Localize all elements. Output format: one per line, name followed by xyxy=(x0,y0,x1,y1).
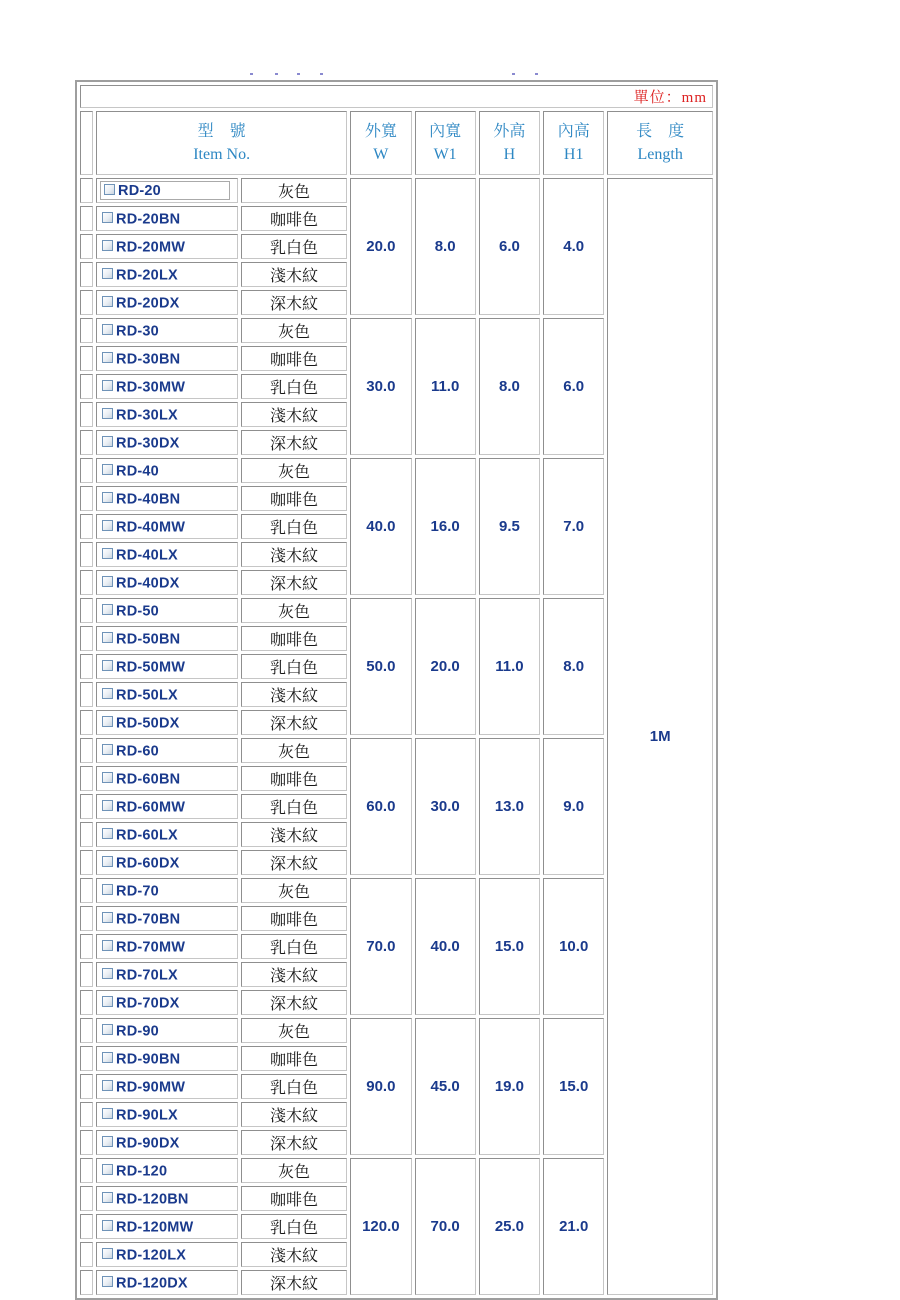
item-code: RD-120LX xyxy=(116,1246,187,1263)
remnant-dot xyxy=(535,73,538,75)
header-row xyxy=(80,111,713,175)
row-margin-cell xyxy=(80,934,93,959)
item-checkbox[interactable] xyxy=(102,744,113,755)
item-color-cell: 深木紋 xyxy=(241,710,348,735)
row-margin-cell xyxy=(80,850,93,875)
dimension-w1-cell: 20.0 xyxy=(415,598,476,735)
item-code: RD-60LX xyxy=(116,826,178,843)
dimension-h-cell: 19.0 xyxy=(479,1018,540,1155)
item-color-cell: 深木紋 xyxy=(241,990,348,1015)
item-color-cell: 灰色 xyxy=(241,1018,348,1043)
item-cell xyxy=(96,1046,238,1071)
item-code: RD-40 xyxy=(116,462,159,479)
row-margin-cell xyxy=(80,206,93,231)
item-code: RD-90DX xyxy=(116,1134,180,1151)
item-color-cell: 乳白色 xyxy=(241,794,348,819)
item-checkbox[interactable] xyxy=(102,408,113,419)
table-row xyxy=(80,178,713,203)
item-code: RD-40LX xyxy=(116,546,178,563)
item-cell xyxy=(96,318,238,343)
item-cell xyxy=(96,346,238,371)
remnant-dot xyxy=(512,73,515,75)
item-checkbox[interactable] xyxy=(102,996,113,1007)
item-color-cell: 灰色 xyxy=(241,318,348,343)
item-cell xyxy=(96,234,238,259)
item-color-cell: 淺木紋 xyxy=(241,822,348,847)
item-color-cell: 深木紋 xyxy=(241,570,348,595)
row-margin-cell xyxy=(80,1130,93,1155)
item-cell xyxy=(96,1270,238,1295)
dimension-h-cell: 25.0 xyxy=(479,1158,540,1295)
item-code: RD-120DX xyxy=(116,1274,188,1291)
dimension-w1-cell: 8.0 xyxy=(415,178,476,315)
item-checkbox[interactable] xyxy=(102,940,113,951)
row-margin-cell xyxy=(80,346,93,371)
row-margin-cell xyxy=(80,1102,93,1127)
dimension-w-cell: 90.0 xyxy=(350,1018,411,1155)
spec-table xyxy=(75,80,718,1300)
item-checkbox[interactable] xyxy=(102,268,113,279)
item-cell xyxy=(96,962,238,987)
item-checkbox[interactable] xyxy=(102,1248,113,1259)
item-code: RD-90 xyxy=(116,1022,159,1039)
item-checkbox[interactable] xyxy=(102,1136,113,1147)
item-code: RD-90MW xyxy=(116,1078,186,1095)
item-checkbox[interactable] xyxy=(102,1024,113,1035)
item-checkbox[interactable] xyxy=(102,1108,113,1119)
item-color-cell: 乳白色 xyxy=(241,234,348,259)
header-outer-height: 外高 H xyxy=(479,111,540,175)
item-cell xyxy=(96,654,238,679)
dimension-h-cell: 9.5 xyxy=(479,458,540,595)
header-margin-cell xyxy=(80,111,93,175)
item-selection-box xyxy=(100,181,230,200)
item-checkbox[interactable] xyxy=(102,800,113,811)
item-cell xyxy=(96,1074,238,1099)
item-color-cell: 深木紋 xyxy=(241,850,348,875)
item-code: RD-120 xyxy=(116,1162,168,1179)
dimension-h1-cell: 15.0 xyxy=(543,1018,604,1155)
row-margin-cell xyxy=(80,878,93,903)
item-color-cell: 深木紋 xyxy=(241,1130,348,1155)
item-color-cell: 灰色 xyxy=(241,738,348,763)
header-item-no xyxy=(96,111,347,175)
item-checkbox[interactable] xyxy=(102,436,113,447)
item-cell xyxy=(96,934,238,959)
header-item-no-en: Item No. xyxy=(193,146,251,163)
item-color-cell: 乳白色 xyxy=(241,1074,348,1099)
header-item-no-zh: 型 號 xyxy=(197,122,246,140)
item-checkbox[interactable] xyxy=(104,184,115,195)
item-code: RD-30 xyxy=(116,322,159,339)
dimension-w1-cell: 16.0 xyxy=(415,458,476,595)
item-cell xyxy=(96,766,238,791)
item-cell xyxy=(96,430,238,455)
row-margin-cell xyxy=(80,1270,93,1295)
item-cell xyxy=(96,738,238,763)
item-cell xyxy=(96,514,238,539)
item-code: RD-50DX xyxy=(116,714,180,731)
item-checkbox[interactable] xyxy=(102,1164,113,1175)
dimension-w1-cell: 11.0 xyxy=(415,318,476,455)
item-cell xyxy=(96,850,238,875)
item-color-cell: 咖啡色 xyxy=(241,1046,348,1071)
dimension-w-cell: 50.0 xyxy=(350,598,411,735)
item-checkbox[interactable] xyxy=(102,324,113,335)
item-code: RD-60DX xyxy=(116,854,180,871)
row-margin-cell xyxy=(80,990,93,1015)
item-code: RD-20DX xyxy=(116,294,180,311)
row-margin-cell xyxy=(80,1074,93,1099)
item-code: RD-70LX xyxy=(116,966,178,983)
item-code: RD-30BN xyxy=(116,350,181,367)
item-cell xyxy=(96,402,238,427)
item-checkbox[interactable] xyxy=(102,660,113,671)
row-margin-cell xyxy=(80,1158,93,1183)
item-color-cell: 咖啡色 xyxy=(241,206,348,231)
item-color-cell: 灰色 xyxy=(241,1158,348,1183)
row-margin-cell xyxy=(80,962,93,987)
item-code: RD-30LX xyxy=(116,406,178,423)
item-checkbox[interactable] xyxy=(102,296,113,307)
row-margin-cell xyxy=(80,458,93,483)
item-cell xyxy=(96,1186,238,1211)
dimension-h1-cell: 9.0 xyxy=(543,738,604,875)
item-checkbox[interactable] xyxy=(102,856,113,867)
item-color-cell: 淺木紋 xyxy=(241,262,348,287)
row-margin-cell xyxy=(80,178,93,203)
item-checkbox[interactable] xyxy=(102,352,113,363)
remnant-dot xyxy=(320,73,323,75)
item-checkbox[interactable] xyxy=(102,1220,113,1231)
row-margin-cell xyxy=(80,766,93,791)
item-cell xyxy=(96,710,238,735)
item-code: RD-20MW xyxy=(116,238,186,255)
dimension-h1-cell: 4.0 xyxy=(543,178,604,315)
item-checkbox[interactable] xyxy=(102,912,113,923)
row-margin-cell xyxy=(80,598,93,623)
item-cell xyxy=(96,458,238,483)
item-code: RD-70BN xyxy=(116,910,181,927)
header-length: 長 度 Length xyxy=(607,111,713,175)
dimension-w1-cell: 30.0 xyxy=(415,738,476,875)
item-checkbox[interactable] xyxy=(102,604,113,615)
dimension-h-cell: 15.0 xyxy=(479,878,540,1015)
header-inner-height: 內高 H1 xyxy=(543,111,604,175)
item-code: RD-120MW xyxy=(116,1218,194,1235)
dimension-h-cell: 6.0 xyxy=(479,178,540,315)
item-cell xyxy=(96,262,238,287)
dimension-h1-cell: 8.0 xyxy=(543,598,604,735)
item-color-cell: 咖啡色 xyxy=(241,766,348,791)
row-margin-cell xyxy=(80,1018,93,1043)
item-checkbox[interactable] xyxy=(102,548,113,559)
row-margin-cell xyxy=(80,542,93,567)
dimension-h-cell: 8.0 xyxy=(479,318,540,455)
item-code: RD-50LX xyxy=(116,686,178,703)
row-margin-cell xyxy=(80,1186,93,1211)
dimension-h-cell: 11.0 xyxy=(479,598,540,735)
dimension-w-cell: 20.0 xyxy=(350,178,411,315)
item-cell xyxy=(96,878,238,903)
item-color-cell: 灰色 xyxy=(241,878,348,903)
item-checkbox[interactable] xyxy=(102,1080,113,1091)
row-margin-cell xyxy=(80,794,93,819)
item-color-cell: 咖啡色 xyxy=(241,1186,348,1211)
unit-label: 單位：mm xyxy=(633,90,707,106)
row-margin-cell xyxy=(80,290,93,315)
item-code: RD-20BN xyxy=(116,210,181,227)
item-checkbox[interactable] xyxy=(102,492,113,503)
row-margin-cell xyxy=(80,374,93,399)
item-cell xyxy=(96,206,238,231)
row-margin-cell xyxy=(80,626,93,651)
item-color-cell: 淺木紋 xyxy=(241,682,348,707)
item-checkbox[interactable] xyxy=(102,828,113,839)
item-color-cell: 乳白色 xyxy=(241,514,348,539)
dimension-w1-cell: 45.0 xyxy=(415,1018,476,1155)
item-code: RD-50 xyxy=(116,602,159,619)
row-margin-cell xyxy=(80,822,93,847)
item-checkbox[interactable] xyxy=(102,212,113,223)
item-color-cell: 灰色 xyxy=(241,598,348,623)
item-code: RD-70 xyxy=(116,882,159,899)
item-code: RD-70DX xyxy=(116,994,180,1011)
item-code: RD-40BN xyxy=(116,490,181,507)
item-color-cell: 淺木紋 xyxy=(241,402,348,427)
item-cell xyxy=(96,1242,238,1267)
item-checkbox[interactable] xyxy=(102,772,113,783)
item-color-cell: 深木紋 xyxy=(241,1270,348,1295)
item-cell xyxy=(96,990,238,1015)
item-color-cell: 咖啡色 xyxy=(241,486,348,511)
row-margin-cell xyxy=(80,262,93,287)
length-cell: 1M xyxy=(607,178,713,1295)
row-margin-cell xyxy=(80,318,93,343)
item-checkbox[interactable] xyxy=(102,1052,113,1063)
row-margin-cell xyxy=(80,654,93,679)
item-checkbox[interactable] xyxy=(102,464,113,475)
row-margin-cell xyxy=(80,430,93,455)
item-color-cell: 乳白色 xyxy=(241,1214,348,1239)
item-checkbox[interactable] xyxy=(102,576,113,587)
item-checkbox[interactable] xyxy=(102,632,113,643)
dimension-h1-cell: 21.0 xyxy=(543,1158,604,1295)
row-margin-cell xyxy=(80,1046,93,1071)
item-cell xyxy=(96,542,238,567)
item-checkbox[interactable] xyxy=(102,520,113,531)
remnant-dot xyxy=(250,73,253,75)
dimension-w-cell: 40.0 xyxy=(350,458,411,595)
item-color-cell: 乳白色 xyxy=(241,374,348,399)
row-margin-cell xyxy=(80,486,93,511)
item-color-cell: 灰色 xyxy=(241,178,348,203)
unit-bar xyxy=(80,85,713,108)
item-cell xyxy=(96,1130,238,1155)
item-color-cell: 咖啡色 xyxy=(241,346,348,371)
dimension-w-cell: 30.0 xyxy=(350,318,411,455)
item-color-cell: 乳白色 xyxy=(241,934,348,959)
item-checkbox[interactable] xyxy=(102,884,113,895)
item-cell xyxy=(96,598,238,623)
item-cell xyxy=(96,1102,238,1127)
dimension-h1-cell: 10.0 xyxy=(543,878,604,1015)
item-code: RD-120BN xyxy=(116,1190,189,1207)
item-code: RD-50MW xyxy=(116,658,186,675)
item-color-cell: 淺木紋 xyxy=(241,962,348,987)
item-cell xyxy=(96,1158,238,1183)
row-margin-cell xyxy=(80,514,93,539)
item-cell xyxy=(96,794,238,819)
item-code: RD-90BN xyxy=(116,1050,181,1067)
item-code: RD-40MW xyxy=(116,518,186,535)
item-code: RD-60 xyxy=(116,742,159,759)
dimension-h1-cell: 6.0 xyxy=(543,318,604,455)
dimension-w1-cell: 70.0 xyxy=(415,1158,476,1295)
item-checkbox[interactable] xyxy=(102,968,113,979)
dimension-h1-cell: 7.0 xyxy=(543,458,604,595)
item-code: RD-60BN xyxy=(116,770,181,787)
item-color-cell: 淺木紋 xyxy=(241,1102,348,1127)
item-color-cell: 咖啡色 xyxy=(241,626,348,651)
item-checkbox[interactable] xyxy=(102,688,113,699)
unit-row xyxy=(80,85,713,108)
item-color-cell: 淺木紋 xyxy=(241,1242,348,1267)
row-margin-cell xyxy=(80,234,93,259)
item-cell xyxy=(96,486,238,511)
item-code: RD-20 xyxy=(118,182,161,199)
dimension-w-cell: 120.0 xyxy=(350,1158,411,1295)
item-color-cell: 淺木紋 xyxy=(241,542,348,567)
row-margin-cell xyxy=(80,682,93,707)
item-color-cell: 深木紋 xyxy=(241,290,348,315)
item-cell xyxy=(96,626,238,651)
item-code: RD-30DX xyxy=(116,434,180,451)
row-margin-cell xyxy=(80,1214,93,1239)
dimension-w-cell: 70.0 xyxy=(350,878,411,1015)
item-cell xyxy=(96,290,238,315)
item-cell xyxy=(96,374,238,399)
dimension-h-cell: 13.0 xyxy=(479,738,540,875)
item-cell xyxy=(96,570,238,595)
dimension-w1-cell: 40.0 xyxy=(415,878,476,1015)
item-checkbox[interactable] xyxy=(102,380,113,391)
dimension-w-cell: 60.0 xyxy=(350,738,411,875)
row-margin-cell xyxy=(80,570,93,595)
item-cell xyxy=(96,1214,238,1239)
row-margin-cell xyxy=(80,710,93,735)
row-margin-cell xyxy=(80,738,93,763)
row-margin-cell xyxy=(80,906,93,931)
item-cell xyxy=(96,178,238,203)
item-code: RD-40DX xyxy=(116,574,180,591)
row-margin-cell xyxy=(80,402,93,427)
item-color-cell: 灰色 xyxy=(241,458,348,483)
item-checkbox[interactable] xyxy=(102,716,113,727)
item-code: RD-60MW xyxy=(116,798,186,815)
header-inner-width: 內寬 W1 xyxy=(415,111,476,175)
item-color-cell: 咖啡色 xyxy=(241,906,348,931)
item-color-cell: 乳白色 xyxy=(241,654,348,679)
item-cell xyxy=(96,822,238,847)
item-cell xyxy=(96,1018,238,1043)
header-outer-width: 外寬 W xyxy=(350,111,411,175)
item-checkbox[interactable] xyxy=(102,240,113,251)
item-cell xyxy=(96,682,238,707)
item-code: RD-20LX xyxy=(116,266,178,283)
row-margin-cell xyxy=(80,1242,93,1267)
item-cell xyxy=(96,906,238,931)
item-code: RD-30MW xyxy=(116,378,186,395)
item-code: RD-90LX xyxy=(116,1106,178,1123)
remnant-dot xyxy=(275,73,278,75)
item-code: RD-70MW xyxy=(116,938,186,955)
remnant-dot xyxy=(297,73,300,75)
item-code: RD-50BN xyxy=(116,630,181,647)
item-color-cell: 深木紋 xyxy=(241,430,348,455)
item-checkbox[interactable] xyxy=(102,1276,113,1287)
item-checkbox[interactable] xyxy=(102,1192,113,1203)
